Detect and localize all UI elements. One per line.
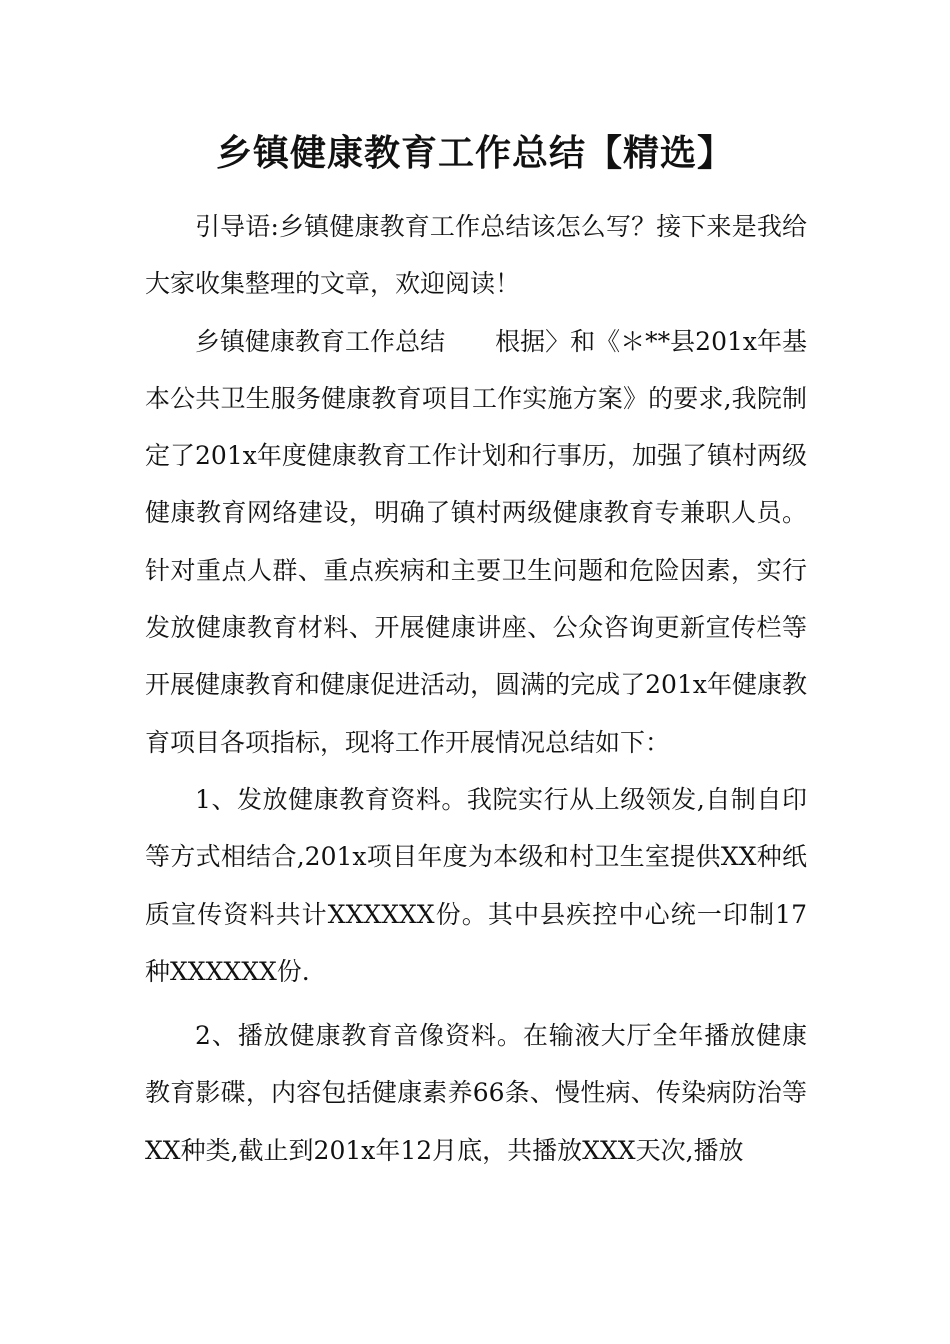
- document-body: [145, 198, 807, 1179]
- section-2-paragraph: 2、播放健康教育音像资料。在输液大厅全年播放健康教育影碟，内容包括健康素养66条、慢性病、传染病防治等XX种类,截止到201x年12月底，共播放XXX天次,播放: [145, 1021, 807, 1165]
- summary-paragraph: 乡镇健康教育工作总结 根据〉和《＊**县201x年基本公共卫生服务健康教育项目工作实施方案》的要求,我院制定了201x年度健康教育工作计划和行事历，加强了镇村两级健康教育网络建设，明确了镇村两级健康教育专兼职人员。针对重点人群、重点疾病和主要卫生问题和危险因素，实行发放健康教育材料、开展健康讲座、公众咨询更新宣传栏等开展健康教育和健康促进活动，圆满的完成了201x年健康教育项目各项指标，现将工作开展情况总结如下：: [145, 326, 807, 757]
- intro-paragraph: 引导语:乡镇健康教育工作总结该怎么写？接下来是我给大家收集整理的文章，欢迎阅读！: [145, 212, 807, 299]
- document-title: 乡镇健康教育工作总结【精选】: [215, 133, 734, 174]
- section-1-paragraph: 1、发放健康教育资料。我院实行从上级领发,自制自印等方式相结合,201x项目年度为本级和村卫生室提供XX种纸质宣传资料共计XXXXXX份。其中县疾控中心统一印制17种XXXXXX份.: [145, 784, 807, 986]
